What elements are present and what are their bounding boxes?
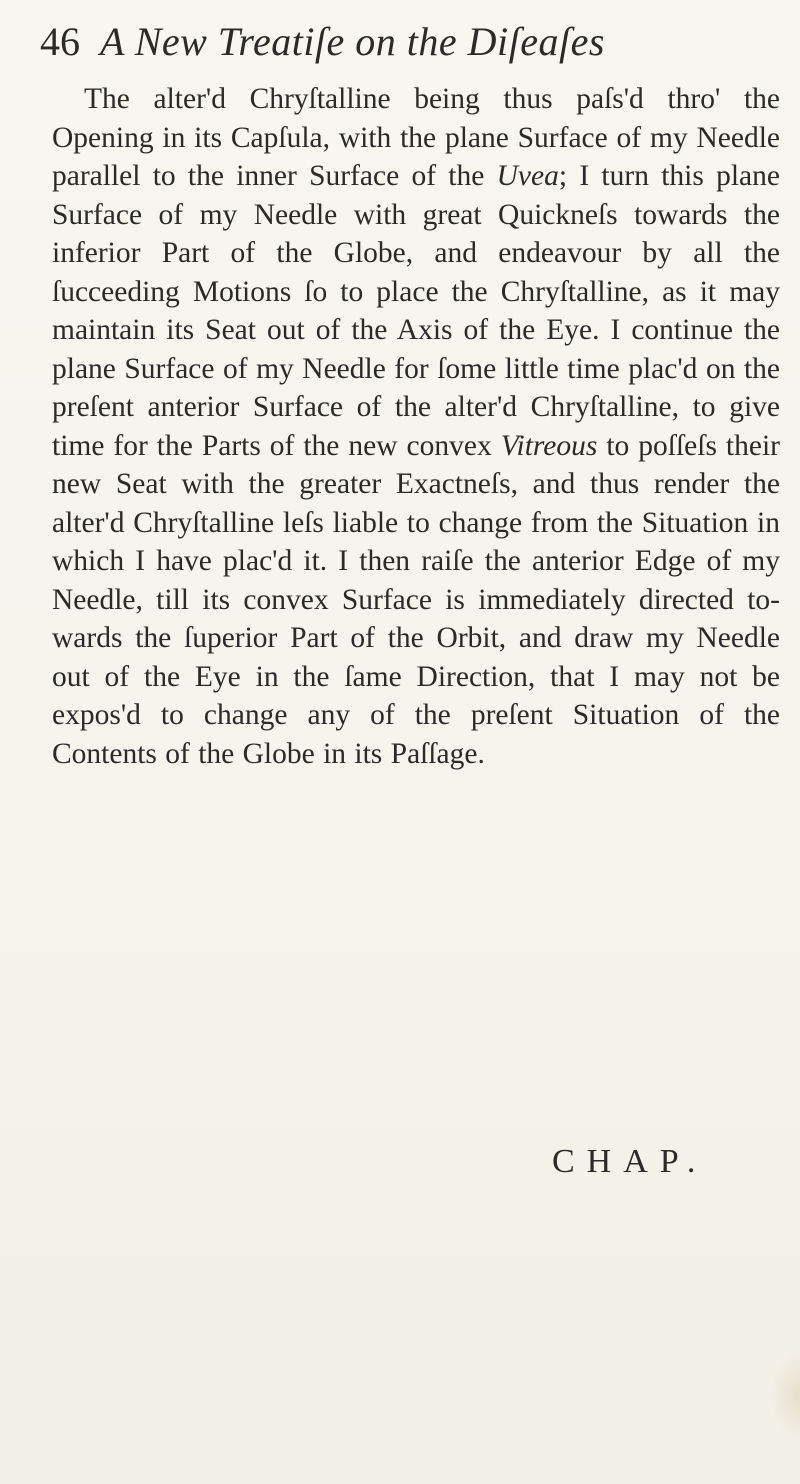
- page-number: 46: [40, 19, 80, 64]
- text-segment: The alter'd Chryſtalline being thus paſs'd thro' the Opening in its Capſula, with the plane Surface of my Needle parallel to the inner Surface of the: [52, 83, 780, 192]
- paragraph: [52, 80, 780, 773]
- text-segment: ; I turn this plane Surface of my Needle with great Quickneſs towards the inferior Part of the Globe, and endeavour by all the ſucceeding Motions ſo to place the Chryſtalline, as it may maintain its Seat out of the Axis of the Eye. I continue the plane Surface of my Needle for ſome little time plac'd on the preſent anterior Surface of the alter'd Chryſtalline, to give time for the Parts of the new convex: [52, 160, 780, 462]
- page-header: [40, 14, 780, 70]
- page-stain: [770, 1350, 800, 1440]
- text-segment: to poſſeſs their new Seat with the greater Exactneſs, and thus render the alter'd Chryſtalline leſs liable to change from the Situation in which I have plac'd it. I then raiſe the anterior Edge of my Needle, till its convex Surface is immediately directed towards the ſuperior Part of the Orbit, and draw my Needle out of the Eye in the ſame Direction, that I may not be expos'd to change any of the preſent Situation of the Contents of the Globe in its Paſſage.: [52, 429, 780, 770]
- running-title: A New Treatiſe on the Diſeaſes: [100, 19, 605, 64]
- italic-term-vitreous: Vitreous: [500, 429, 598, 462]
- catchword: CHAP.: [552, 1143, 708, 1180]
- italic-term-uvea: Uvea: [496, 160, 559, 192]
- body-text: [52, 80, 780, 773]
